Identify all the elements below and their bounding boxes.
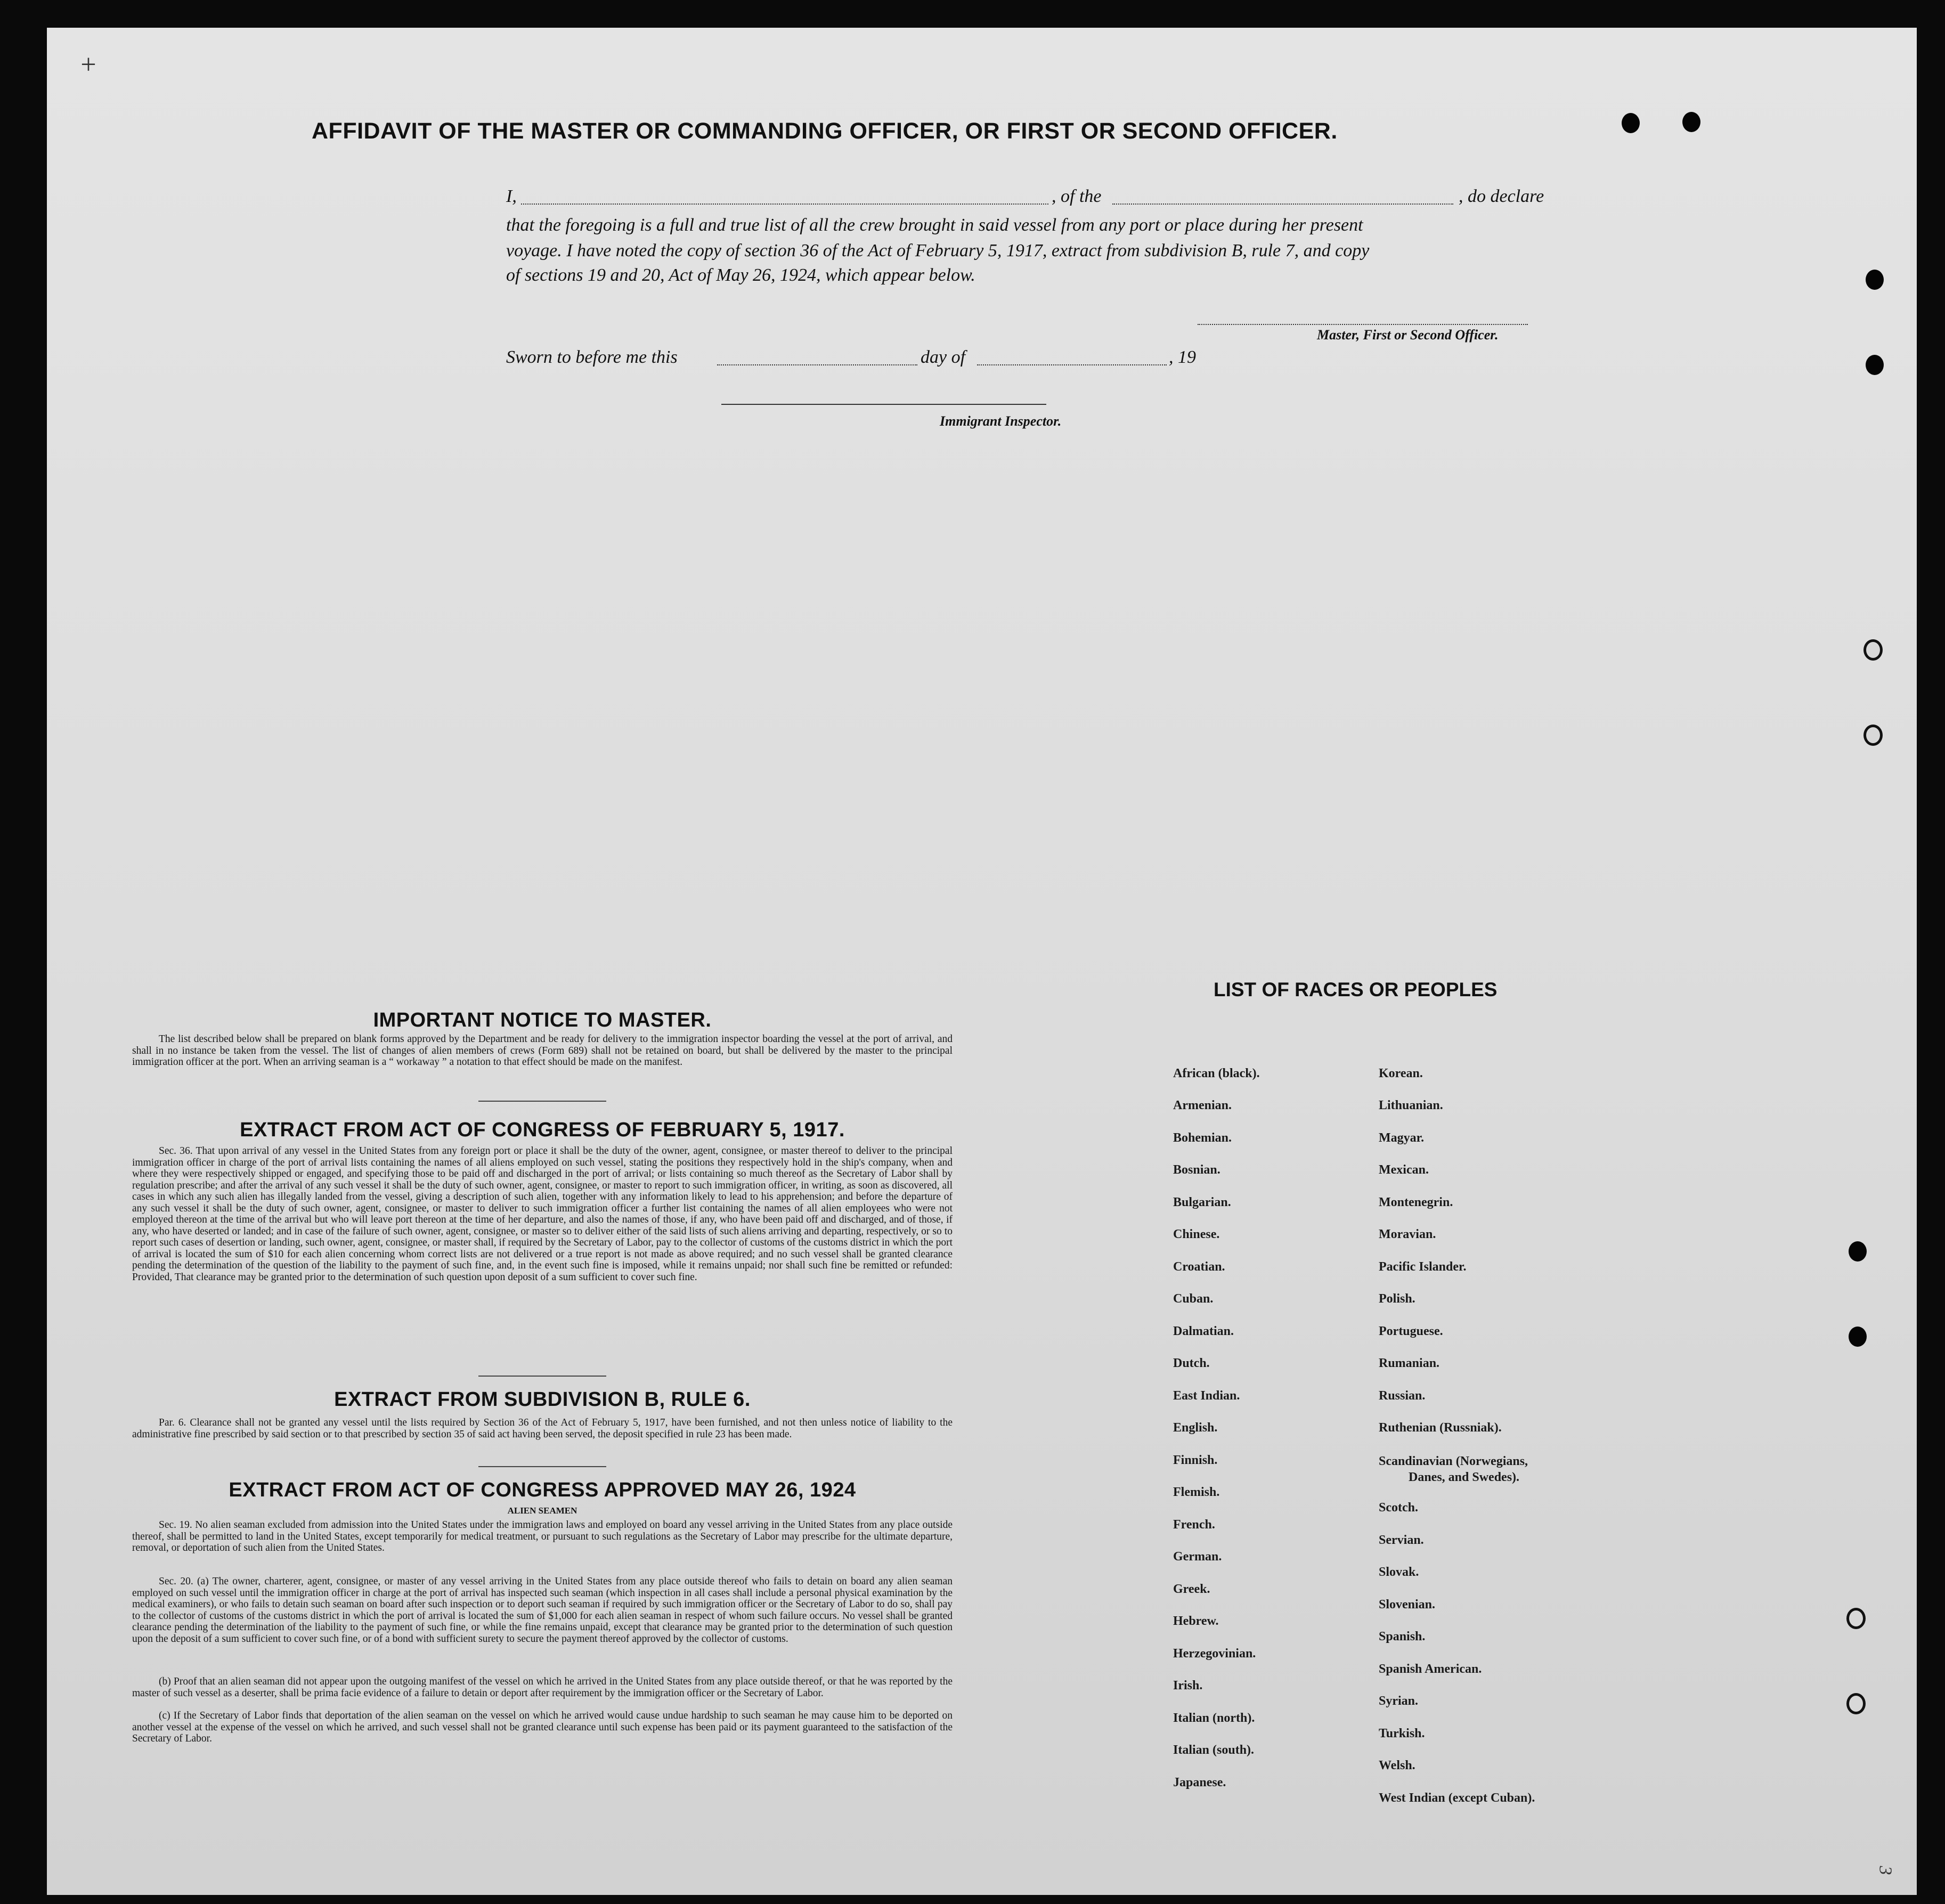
separator [478,1466,606,1467]
race-item: Flemish. [1173,1485,1220,1499]
binder-hole [1846,1693,1866,1714]
act-1924-heading: EXTRACT FROM ACT OF CONGRESS APPROVED MAY 26, 1924 [229,1479,856,1501]
affidavit-of-the: , of the [1052,186,1102,206]
vessel-blank [1112,204,1453,205]
binder-hole [1849,1327,1867,1347]
race-item: Bosnian. [1173,1163,1220,1177]
sec20a-body: Sec. 20. (a) The owner, charterer, agent, consignee, or master of any vessel arriving in the United States from any place outside thereof who fails to detain on board any alien seaman employed on such vessel until the immigration officer in charge at the port of arrival has inspected such seaman (which inspection in all cases shall include a personal physical examination by the medical examiners), or who fails to detain such seaman on board after such inspection or to deport such seaman if required by such immigration officer or the Secretary of Labor to do so, shall pay to the collector of customs of the customs district in which the port of arrival is located the sum of $1,000 for each alien seaman in respect of whom such failure occurs. No vessel shall be granted clearance pending the determination of the liability to the payment of such fine, or while the fine remains unpaid, except that clearance may be granted prior to the determination of such question upon the deposit of a sum sufficient to cover such fine, or of a bond with sufficient surety to secure the payment thereof approved by the collector of customs. [132,1576,953,1645]
race-item: Spanish American. [1379,1662,1482,1676]
race-item: Italian (north). [1173,1711,1255,1725]
race-item: Croatian. [1173,1260,1225,1274]
affidavit-heading: AFFIDAVIT OF THE MASTER OR COMMANDING OFFICER, OR FIRST OR SECOND OFFICER. [312,118,1338,144]
race-item: Dalmatian. [1173,1324,1234,1338]
act-1917-body: Sec. 36. That upon arrival of any vessel in the United States from any foreign port or place it shall be the duty of the owner, agent, consignee, or master thereof to deliver to the principal immigration officer in charge of the port of arrival lists containing the names of all aliens employed on such vessel, stating the positions they respectively hold in the ship's company, when and where they were respectively shipped or engaged, and specifying those to be paid off and discharged in the port of arrival; or lists containing so much thereof as the Secretary of Labor shall by regulation prescribe; and after the arrival of any such vessel it shall be the duty of such owner, agent, consignee, or master to report to such immigration officer, in writing, as soon as discovered, all cases in which any such alien has illegally landed from the vessel, giving a description of such alien, together with any information likely to lead to his apprehension; and before the departure of any such vessel it shall be the duty of such owner, agent, consignee, or master to deliver to such immigration officer a further list containing the names of all alien employees who were not employed thereon at the time of the arrival but who will leave port thereon at the time of her departure, and also the names of those, if any, who have been paid off and discharged, and of those, if any, who have deserted or landed; and in case of the failure of such owner, agent, consignee, or master so to deliver either of the said lists of such aliens arriving and departing, respectively, or so to report such cases of desertion or landing, such owner, agent, consignee, or master shall, if required by the Secretary of Labor, pay to the collector of customs of the customs district in which the port of arrival is located the sum of $10 for each alien concerning whom correct lists are not delivered or a true report is not made as above required; and no such vessel shall be granted clearance pending the determination of the question of the liability to the payment of such fine, and, in the event such fine is imposed, while it remains unpaid; nor shall such fine be remitted or refunded: Provided, That clearance may be granted prior to the determination of such question upon deposit of a sum sufficient to cover such fine. [132,1145,953,1283]
binder-hole [1846,1608,1866,1629]
race-item-line: Scandinavian (Norwegians, [1379,1454,1528,1468]
race-item: Magyar. [1379,1131,1425,1145]
race-item: Russian. [1379,1389,1426,1403]
race-item: French. [1173,1518,1215,1532]
race-item: Polish. [1379,1292,1415,1306]
race-item: Syrian. [1379,1694,1419,1708]
race-item: Herzegovinian. [1173,1647,1256,1661]
affidavit-text-line: that the foregoing is a full and true list of all the crew brought in said vessel from any port or place during her present [506,215,1363,235]
notice-body: The list described below shall be prepared on blank forms approved by the Department and be ready for delivery to the immigration inspector boarding the vessel at the port of arrival, and shall in no instance be taken from the vessel. The list of changes of alien members of crews (Form 689) shall not be retained on board, but shall be delivered by the master to the principal immigration officer at the port. When an arriving seaman is a “ workaway ” a notation to that effect should be made on the manifest. [132,1034,953,1068]
race-item: Slovak. [1379,1565,1419,1579]
sworn-year: , 19 [1169,347,1196,367]
affidavit-text-line: of sections 19 and 20, Act of May 26, 1924, which appear below. [506,265,975,285]
race-item-line: Danes, and Swedes). [1409,1470,1520,1484]
race-item: Armenian. [1173,1099,1232,1112]
race-item: Spanish. [1379,1630,1426,1643]
race-item: West Indian (except Cuban). [1379,1791,1535,1805]
race-item: Montenegrin. [1379,1195,1453,1209]
race-item: Finnish. [1173,1453,1218,1467]
race-item: English. [1173,1421,1218,1435]
affidavit-text-line: voyage. I have noted the copy of section 36 of the Act of February 5, 1917, extract from subdivision B, rule 7, and copy [506,241,1370,261]
race-item: African (black). [1173,1067,1260,1080]
race-item: Lithuanian. [1379,1099,1443,1112]
sec20c-body: (c) If the Secretary of Labor finds that deportation of the alien seaman on the vessel on which he arrived would cause undue hardship to such seaman he may cause him to be deported on another vessel at the expense of the vessel on which he arrived, and such vessel shall not be granted clearance until such expense has been paid or its payment guaranteed to the satisfaction of the Secretary of Labor. [132,1710,953,1744]
race-item: Welsh. [1379,1759,1415,1772]
binder-hole [1863,639,1883,661]
binder-hole [1863,725,1883,746]
handwritten-mark: + [79,50,98,80]
race-item: East Indian. [1173,1389,1240,1403]
sworn-month-blank [977,364,1167,365]
race-item [1379,1453,1528,1485]
separator [478,1101,606,1102]
race-item: Scotch. [1379,1501,1418,1515]
page-number: 3 [1875,1866,1895,1875]
binder-hole [1866,355,1884,375]
race-item: Pacific Islander. [1379,1260,1467,1274]
affidavit-do-declare: , do declare [1459,186,1544,206]
race-item: German. [1173,1550,1222,1564]
binder-hole [1849,1241,1867,1262]
signature-blank [1198,324,1528,325]
race-item: Ruthenian (Russniak). [1379,1421,1502,1435]
race-item: Mexican. [1379,1163,1429,1177]
races-heading: LIST OF RACES OR PEOPLES [1214,979,1498,1000]
race-item: Servian. [1379,1533,1424,1547]
race-item: Japanese. [1173,1776,1226,1789]
race-item: Moravian. [1379,1227,1436,1241]
sec19-body: Sec. 19. No alien seaman excluded from admission into the United States under the immigration laws and employed on board any vessel arriving in the United States from any place outside thereof, shall be permitted to land in the United States, except temporarily for medical treatment, or pursuant to such regulations as the Secretary of Labor may prescribe for the ultimate departure, removal, or deportation of such alien from the United States. [132,1519,953,1553]
race-item: Greek. [1173,1582,1210,1596]
race-item: Cuban. [1173,1292,1214,1306]
alien-seamen-subheading: ALIEN SEAMEN [507,1506,577,1516]
document-page [47,28,1917,1895]
inspector-label: Immigrant Inspector. [940,413,1062,429]
race-item: Dutch. [1173,1356,1210,1370]
race-item: Bulgarian. [1173,1195,1231,1209]
binder-hole [1682,112,1700,132]
sworn-day-of: day of [921,347,966,367]
race-item: Hebrew. [1173,1614,1219,1628]
separator [478,1376,606,1377]
rule6-body: Par. 6. Clearance shall not be granted any vessel until the lists required by Section 36 of the Act of February 5, 1917, have been furnished, and not then unless notice of liability to the administrative fine prescribed by said section or to that prescribed by section 35 of said act having been served, the deposit specified in rule 23 has been made. [132,1417,953,1440]
act-1917-heading: EXTRACT FROM ACT OF CONGRESS OF FEBRUARY 5, 1917. [240,1119,845,1141]
race-item: Slovenian. [1379,1598,1436,1612]
sworn-text: Sworn to before me this [506,347,678,367]
race-item: Korean. [1379,1067,1423,1080]
race-item: Rumanian. [1379,1356,1440,1370]
affidavit-i: I, [506,186,517,206]
race-item: Turkish. [1379,1727,1425,1740]
notice-heading: IMPORTANT NOTICE TO MASTER. [373,1009,712,1031]
sec20b-body: (b) Proof that an alien seaman did not appear upon the outgoing manifest of the vessel on which he arrived in the United States from any place outside thereof, or that he was reported by the master of such vessel as a deserter, shall be prima facie evidence of a failure to detain or deport after requirement by the immigration officer or the Secretary of Labor. [132,1676,953,1699]
binder-hole [1866,270,1884,290]
race-item: Chinese. [1173,1227,1220,1241]
race-item: Bohemian. [1173,1131,1232,1145]
master-signature-label: Master, First or Second Officer. [1317,327,1499,343]
race-item: Italian (south). [1173,1743,1255,1757]
binder-hole [1622,113,1640,133]
race-item: Portuguese. [1379,1324,1443,1338]
race-item: Irish. [1173,1679,1203,1693]
rule6-heading: EXTRACT FROM SUBDIVISION B, RULE 6. [334,1388,751,1411]
